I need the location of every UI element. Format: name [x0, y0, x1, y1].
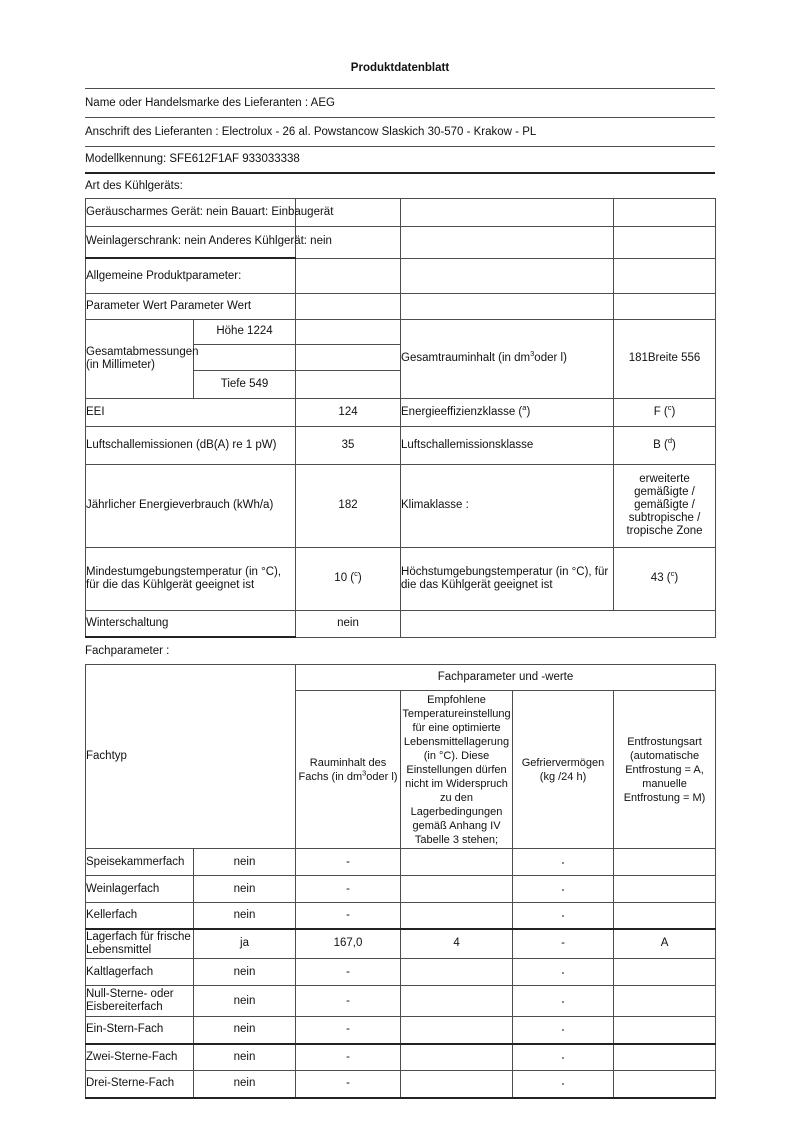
table-row: [86, 464, 716, 547]
compartment-label-cell: Drei-Sterne-Fach: [86, 1071, 194, 1098]
compartment-present-cell: nein: [194, 959, 296, 986]
text-run: oder l): [366, 770, 398, 783]
table-row: [86, 849, 716, 876]
section-title-device-type: [85, 174, 715, 198]
compartment-volume-cell: -: [296, 1044, 401, 1071]
min-temp-label-cell: Mindestumgebungstemperatur (in °C), für die das Kühlgerät geeignet ist: [86, 547, 296, 610]
compartment-label-cell: Ein-Stern-Fach: [86, 1017, 194, 1044]
compartment-label-cell: Kellerfach: [86, 903, 194, 929]
table-row: [86, 226, 716, 258]
compartment-volume-cell: 167,0: [296, 929, 401, 959]
table-row: [86, 258, 716, 293]
table-row: [86, 876, 716, 903]
section-title-text: Fachparameter :: [85, 645, 170, 657]
compartment-freezing-cell: -: [513, 1044, 614, 1071]
compartment-temp-cell: 4: [401, 929, 513, 959]
empty-cell: [401, 610, 716, 637]
table-row: [86, 319, 716, 344]
superscript-note: d: [667, 435, 673, 445]
min-temp-value-cell: [296, 547, 401, 610]
text-run: oder l): [534, 352, 567, 364]
table-row: [86, 426, 716, 464]
superscript-note: c: [667, 402, 672, 412]
fachtyp-header-cell: Fachtyp: [86, 665, 296, 849]
compartment-volume-cell: -: [296, 1071, 401, 1098]
energy-class-label-cell: [401, 398, 614, 426]
compartment-present-cell: nein: [194, 903, 296, 929]
empty-cell: [194, 344, 296, 370]
compartment-freezing-cell: -: [513, 1017, 614, 1044]
empty-cell: [296, 344, 401, 370]
noise-class-label-cell: Luftschallemissionsklasse: [401, 426, 614, 464]
empty-cell: [401, 258, 614, 293]
total-volume-label-cell: [401, 319, 614, 398]
temp-setting-header-cell: Empfohlene Temperatureinstellung für eine optimierte Lebensmittellagerung (in °C). Diese Einstellungen dürfen nicht im Widerspruch zu den Lagerbedingungen gemäß Anhang IV Tabelle 3 stehen;: [401, 691, 513, 849]
text-run: ): [672, 438, 676, 451]
empty-cell: [614, 198, 716, 226]
climate-class-label-cell: Klimaklasse :: [401, 464, 614, 547]
text-run: Rauminhalt des Fachs (in dm: [298, 756, 387, 783]
compartment-freezing-cell: -: [513, 1071, 614, 1098]
superscript-note: 3: [530, 349, 535, 359]
noise-class-value-cell: [614, 426, 716, 464]
empty-cell: [401, 226, 614, 258]
compartment-label-cell: Lagerfach für frische Lebensmittel: [86, 929, 194, 959]
eei-value-cell: 124: [296, 398, 401, 426]
compartment-temp-cell: [401, 876, 513, 903]
empty-cell: [614, 293, 716, 319]
compartment-present-cell: nein: [194, 1017, 296, 1044]
device-type-row-1-cell: Geräuscharmes Gerät: nein Bauart: Einbaugerät: [86, 198, 296, 226]
volume-header-cell: [296, 691, 401, 849]
table-row: [85, 118, 715, 147]
device-type-and-general-table: [85, 198, 716, 639]
compartment-volume-cell: -: [296, 1017, 401, 1044]
freezing-capacity-header-cell: Gefriervermögen (kg /24 h): [513, 691, 614, 849]
text-run: ): [357, 572, 362, 584]
compartment-label-cell: Weinlagerfach: [86, 876, 194, 903]
text-run: Gesamtrauminhalt (in dm: [401, 352, 531, 364]
section-title-text: Art des Kühlgeräts:: [85, 179, 183, 192]
empty-cell: [614, 226, 716, 258]
compartment-temp-cell: [401, 849, 513, 876]
table-row: [86, 610, 716, 637]
supplier-name-row: Name oder Handelsmarke des Lieferanten : AEG: [85, 89, 715, 118]
compartment-freezing-cell: -: [513, 959, 614, 986]
winter-setting-label-cell: Winterschaltung: [86, 610, 296, 637]
noise-label-cell: Luftschallemissionen (dB(A) re 1 pW): [86, 426, 296, 464]
defrost-type-header-cell: Entfrostungsart (automatische Entfrostung = A, manuelle Entfrostung = M): [614, 691, 716, 849]
compartment-label-cell: Speisekammerfach: [86, 849, 194, 876]
model-id-row: Modellkennung: SFE612F1AF 933033338: [85, 147, 715, 173]
compartment-defrost-cell: [614, 1044, 716, 1071]
table-row: [86, 547, 716, 610]
compartment-present-cell: nein: [194, 849, 296, 876]
text-run: 43 (: [650, 572, 671, 584]
dimensions-label-cell: Gesamtabmessungen (in Millimeter): [86, 319, 194, 398]
text-run: ): [671, 405, 676, 418]
superscript-note: a: [522, 402, 527, 412]
empty-cell: [296, 319, 401, 344]
compartment-present-cell: nein: [194, 1044, 296, 1071]
table-row: [85, 89, 715, 118]
compartment-temp-cell: [401, 1017, 513, 1044]
empty-cell: [296, 293, 401, 319]
section-title-general-parameters: Allgemeine Produktparameter:: [86, 258, 296, 293]
superscript-note: c: [670, 569, 675, 579]
section-title-compartment-parameters: [85, 638, 715, 664]
table-row: [86, 986, 716, 1017]
compartment-label-cell: Zwei-Sterne-Fach: [86, 1044, 194, 1071]
compartment-freezing-cell: -: [513, 929, 614, 959]
empty-cell: [296, 370, 401, 398]
empty-cell: [296, 258, 401, 293]
superscript-note: 3: [362, 767, 367, 777]
table-row: [86, 903, 716, 929]
total-volume-value-cell: 181Breite 556: [614, 319, 716, 398]
compartment-present-cell: nein: [194, 1071, 296, 1098]
energy-class-value-cell: [614, 398, 716, 426]
compartment-volume-cell: -: [296, 849, 401, 876]
compartment-volume-cell: -: [296, 986, 401, 1017]
table-row: [86, 198, 716, 226]
supplier-info-table: [85, 88, 715, 174]
text-run: B (: [653, 438, 668, 451]
text-run: Energieeffizienzklasse (: [401, 405, 523, 418]
compartment-defrost-cell: [614, 1071, 716, 1098]
noise-value-cell: 35: [296, 426, 401, 464]
compartment-temp-cell: [401, 1044, 513, 1071]
table-row: [85, 147, 715, 173]
table-row: [86, 665, 716, 691]
compartment-defrost-cell: [614, 903, 716, 929]
compartment-defrost-cell: [614, 849, 716, 876]
compartment-volume-cell: -: [296, 959, 401, 986]
compartment-label-cell: Kaltlagerfach: [86, 959, 194, 986]
annual-energy-value-cell: 182: [296, 464, 401, 547]
climate-class-value-cell: erweiterte gemäßigte / gemäßigte / subtropische / tropische Zone: [614, 464, 716, 547]
table-row: [86, 293, 716, 319]
compartment-label-cell: Null-Sterne- oder Eisbereiterfach: [86, 986, 194, 1017]
compartment-freezing-cell: -: [513, 876, 614, 903]
compartment-present-cell: nein: [194, 986, 296, 1017]
table-row: [86, 398, 716, 426]
compartment-defrost-cell: [614, 986, 716, 1017]
max-temp-value-cell: [614, 547, 716, 610]
table-row: [86, 1044, 716, 1071]
compartment-temp-cell: [401, 959, 513, 986]
compartment-volume-cell: -: [296, 876, 401, 903]
compartment-freezing-cell: -: [513, 986, 614, 1017]
table-row: [86, 1017, 716, 1044]
page-title: Produktdatenblatt: [350, 62, 450, 74]
compartment-defrost-cell: A: [614, 929, 716, 959]
compartment-present-cell: ja: [194, 929, 296, 959]
compartment-defrost-cell: [614, 1017, 716, 1044]
document-content: [85, 0, 715, 1099]
table-row: [86, 1071, 716, 1098]
superscript-note: c: [354, 569, 358, 579]
compartment-temp-cell: [401, 1071, 513, 1098]
empty-cell: [401, 198, 614, 226]
compartment-temp-cell: [401, 986, 513, 1017]
empty-cell: [614, 258, 716, 293]
text-run: ): [526, 405, 531, 418]
text-run: 10 (: [334, 572, 355, 584]
text-run: F (: [653, 405, 668, 418]
table-row: [86, 929, 716, 959]
supplier-address-row: Anschrift des Lieferanten : Electrolux - 26 al. Powstancow Slaskich 30-570 - Krakow - PL: [85, 118, 715, 147]
depth-cell: Tiefe 549: [194, 370, 296, 398]
max-temp-label-cell: Höchstumgebungstemperatur (in °C), für die das Kühlgerät geeignet ist: [401, 547, 614, 610]
compartment-volume-cell: -: [296, 903, 401, 929]
compartment-temp-cell: [401, 903, 513, 929]
group-header-cell: Fachparameter und -werte: [296, 665, 716, 691]
compartment-present-cell: nein: [194, 876, 296, 903]
annual-energy-label-cell: Jährlicher Energieverbrauch (kWh/a): [86, 464, 296, 547]
compartment-defrost-cell: [614, 959, 716, 986]
height-cell: Höhe 1224: [194, 319, 296, 344]
compartment-freezing-cell: -: [513, 903, 614, 929]
table-row: [86, 959, 716, 986]
compartment-defrost-cell: [614, 876, 716, 903]
compartment-table: [85, 664, 716, 1099]
eei-label-cell: EEI: [86, 398, 296, 426]
winter-setting-value-cell: nein: [296, 610, 401, 637]
parameter-header-cell: Parameter Wert Parameter Wert: [86, 293, 296, 319]
compartment-freezing-cell: -: [513, 849, 614, 876]
device-type-row-2-cell: Weinlagerschrank: nein Anderes Kühlgerät: nein: [86, 226, 296, 258]
text-run: ): [674, 572, 679, 584]
empty-cell: [401, 293, 614, 319]
